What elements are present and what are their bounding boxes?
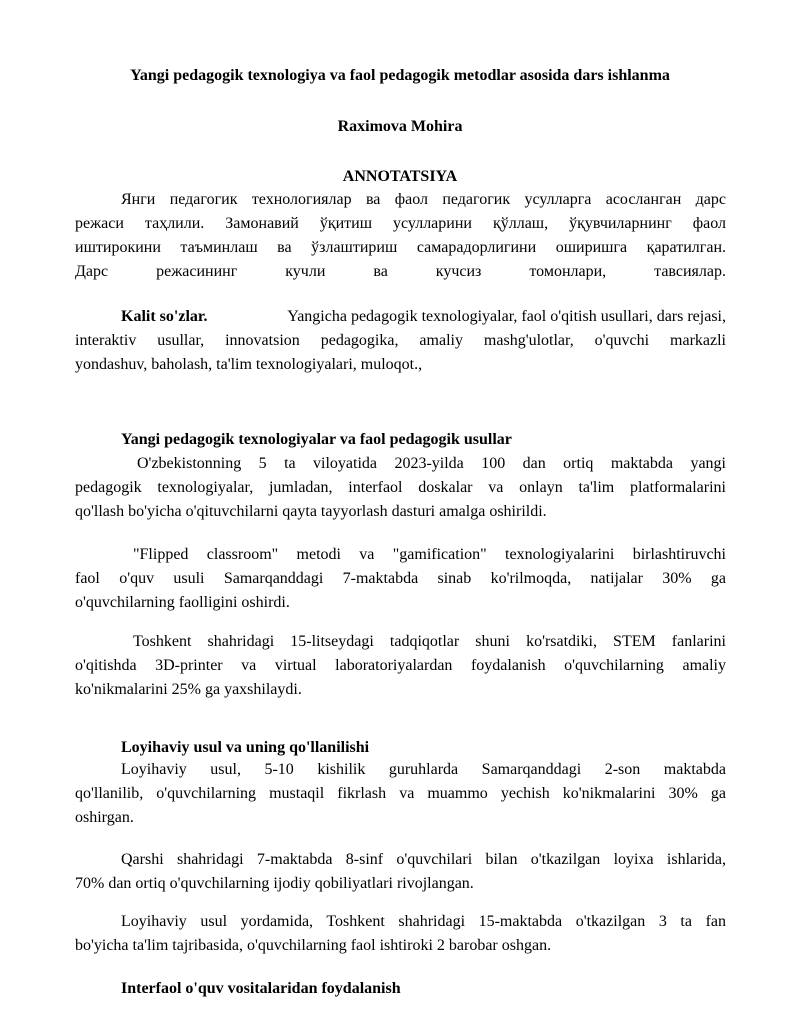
annotation-line: Дарс режасининг кучли ва кучсиз томонлари, тавсиялар. xyxy=(75,263,726,280)
keywords-text: Yangicha pedagogik texnologiyalar, faol o'qitish usullari, dars rejasi, xyxy=(287,308,726,325)
paragraph-line: pedagogik texnologiyalar, jumladan, interfaol doskalar va onlayn ta'lim platformalarini xyxy=(75,479,726,496)
paragraph-line: oshirgan. xyxy=(75,809,134,826)
paragraph-line: Qarshi shahridagi 7-maktabda 8-sinf o'quvchilari bilan o'tkazilgan loyixa ishlarida, xyxy=(121,851,726,868)
annotation-line: Янги педагогик технологиялар ва фаол педагогик усулларга асосланган дарс xyxy=(121,191,726,208)
section-heading: Interfaol o'quv vositalaridan foydalanish xyxy=(121,980,401,997)
author-name: Raximova Mohira xyxy=(337,118,463,135)
paragraph-line: Loyihaviy usul yordamida, Toshkent shahridagi 15-maktabda o'tkazilgan 3 ta fan xyxy=(121,913,726,930)
paragraph-line: qo'llanilib, o'quvchilarning mustaqil fikrlash va muammo yechish ko'nikmalarini 30% ga xyxy=(75,785,726,802)
paragraph-line: ko'nikmalarini 25% ga yaxshilaydi. xyxy=(75,681,302,698)
keywords-line-first xyxy=(121,307,726,327)
keywords-label: Kalit so'zlar. xyxy=(121,308,208,325)
keywords-line: yondashuv, baholash, ta'lim texnologiyalari, muloqot., xyxy=(75,356,423,373)
paragraph-line: Toshkent shahridagi 15-litseydagi tadqiqotlar shuni ko'rsatdiki, STEM fanlarini xyxy=(133,633,726,650)
keywords-line: interaktiv usullar, innovatsion pedagogika, amaliy mashg'ulotlar, o'quvchi markazli xyxy=(75,332,726,349)
document-title: Yangi pedagogik texnologiya va faol pedagogik metodlar asosida dars ishlanma xyxy=(130,67,670,84)
paragraph-line: o'quvchilarning faolligini oshirdi. xyxy=(75,594,290,611)
annotation-line: иштирокини таъминлаш ва ўзлаштириш самарадорлигини оширишга қаратилган. xyxy=(75,239,726,256)
paragraph-line: O'zbekistonning 5 ta viloyatida 2023-yilda 100 dan ortiq maktabda yangi xyxy=(137,455,726,472)
annotation-line: режаси таҳлили. Замонавий ўқитиш усулларини қўллаш, ўқувчиларнинг фаол xyxy=(75,215,726,232)
section-heading: Loyihaviy usul va uning qo'llanilishi xyxy=(121,739,370,756)
paragraph-line: 70% dan ortiq o'quvchilarning ijodiy qobiliyatlari rivojlangan. xyxy=(75,875,474,892)
paragraph-line: qo'llash bo'yicha o'qituvchilarni qayta tayyorlash dasturi amalga oshirildi. xyxy=(75,503,547,520)
paragraph-line: o'qitishda 3D-printer va virtual laboratoriyalardan foydalanish o'quvchilarning amaliy xyxy=(75,657,726,674)
section-heading: Yangi pedagogik texnologiyalar va faol pedagogik usullar xyxy=(121,431,512,448)
paragraph-line: bo'yicha ta'lim tajribasida, o'quvchilarning faol ishtiroki 2 barobar oshgan. xyxy=(75,937,552,954)
paragraph-line: "Flipped classroom" metodi va "gamification" texnologiyalarini birlashtiruvchi xyxy=(133,546,726,563)
paragraph-line: Loyihaviy usul, 5-10 kishilik guruhlarda Samarqanddagi 2-son maktabda xyxy=(121,761,726,778)
annotation-heading: ANNOTATSIYA xyxy=(342,168,458,185)
paragraph-line: faol o'quv usuli Samarqanddagi 7-maktabda sinab ko'rilmoqda, natijalar 30% ga xyxy=(75,570,726,587)
